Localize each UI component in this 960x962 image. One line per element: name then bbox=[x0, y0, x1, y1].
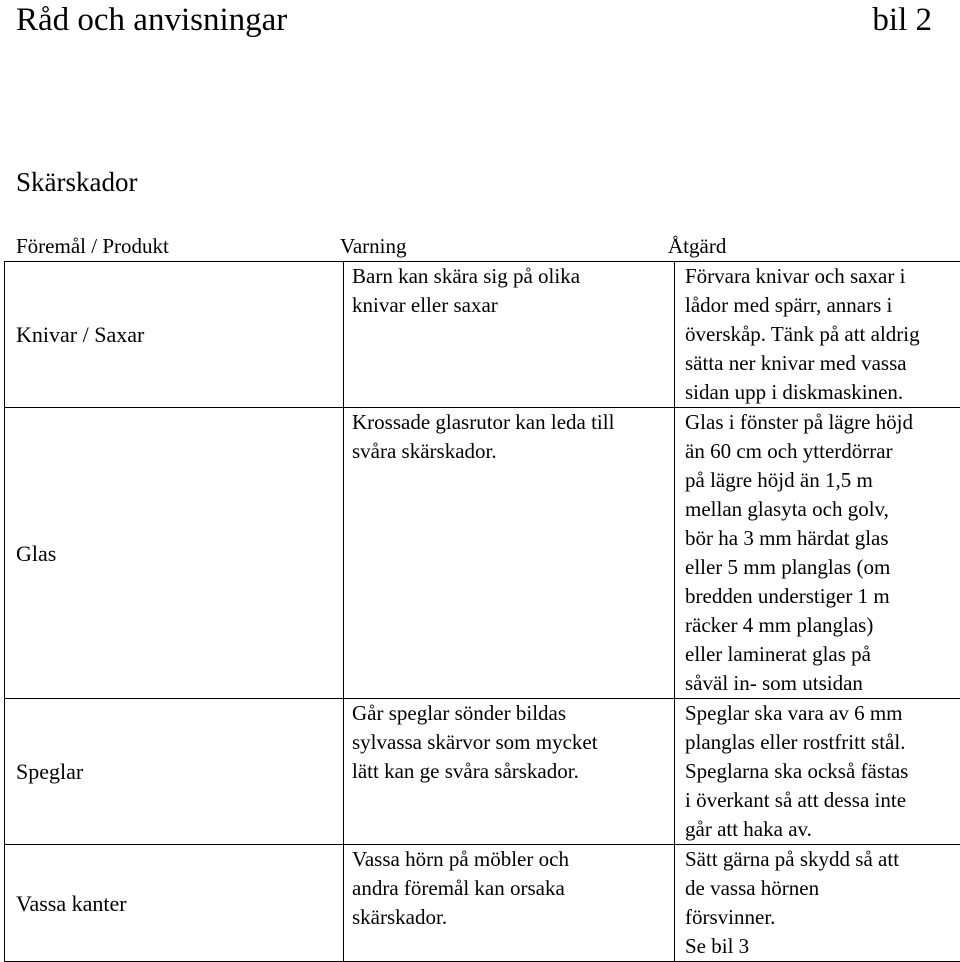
product-cell: Glas bbox=[5, 408, 344, 699]
action-line: i överkant så att dessa inte bbox=[685, 786, 960, 815]
action-line: de vassa hörnen bbox=[685, 874, 960, 903]
action-cell bbox=[675, 262, 960, 408]
action-line: Speglarna ska också fästas bbox=[685, 757, 960, 786]
action-line: bör ha 3 mm härdat glas bbox=[685, 524, 960, 553]
action-line: räcker 4 mm planglas) bbox=[685, 611, 960, 640]
page-title: Råd och anvisningar bbox=[16, 0, 287, 40]
table-row bbox=[5, 408, 960, 699]
action-cell bbox=[675, 408, 960, 699]
action-cell bbox=[675, 699, 960, 845]
section-title: Skärskador bbox=[16, 165, 137, 199]
warning-line: Vassa hörn på möbler och bbox=[352, 845, 674, 874]
action-line: såväl in- som utsidan bbox=[685, 669, 960, 698]
action-line: försvinner. bbox=[685, 903, 960, 932]
product-cell: Vassa kanter bbox=[5, 845, 344, 962]
action-line: Sätt gärna på skydd så att bbox=[685, 845, 960, 874]
column-header-warning: Varning bbox=[340, 232, 407, 260]
action-line: går att haka av. bbox=[685, 815, 960, 844]
action-line: än 60 cm och ytterdörrar bbox=[685, 437, 960, 466]
action-line: överskåp. Tänk på att aldrig bbox=[685, 320, 960, 349]
warning-line: skärskador. bbox=[352, 903, 674, 932]
product-cell: Speglar bbox=[5, 699, 344, 845]
warning-cell bbox=[344, 262, 675, 408]
action-line: lådor med spärr, annars i bbox=[685, 291, 960, 320]
warning-line: Barn kan skära sig på olika bbox=[352, 262, 674, 291]
warning-line: andra föremål kan orsaka bbox=[352, 874, 674, 903]
table-row bbox=[5, 699, 960, 845]
warning-line: svåra skärskador. bbox=[352, 437, 674, 466]
warning-cell bbox=[344, 699, 675, 845]
action-line: Se bil 3 bbox=[685, 932, 960, 961]
action-line: planglas eller rostfritt stål. bbox=[685, 728, 960, 757]
advice-table bbox=[4, 261, 960, 962]
column-header-product: Föremål / Produkt bbox=[16, 232, 169, 260]
action-line: på lägre höjd än 1,5 m bbox=[685, 466, 960, 495]
warning-line: knivar eller saxar bbox=[352, 291, 674, 320]
product-cell: Knivar / Saxar bbox=[5, 262, 344, 408]
warning-cell bbox=[344, 408, 675, 699]
action-line: eller laminerat glas på bbox=[685, 640, 960, 669]
action-line: Speglar ska vara av 6 mm bbox=[685, 699, 960, 728]
action-line: Glas i fönster på lägre höjd bbox=[685, 408, 960, 437]
warning-line: lätt kan ge svåra sårskador. bbox=[352, 757, 674, 786]
appendix-label: bil 2 bbox=[872, 0, 932, 40]
warning-line: Går speglar sönder bildas bbox=[352, 699, 674, 728]
warning-line: Krossade glasrutor kan leda till bbox=[352, 408, 674, 437]
column-headers bbox=[0, 232, 960, 260]
table-row bbox=[5, 262, 960, 408]
action-line: sidan upp i diskmaskinen. bbox=[685, 378, 960, 407]
action-line: eller 5 mm planglas (om bbox=[685, 553, 960, 582]
action-line: Förvara knivar och saxar i bbox=[685, 262, 960, 291]
warning-line: sylvassa skärvor som mycket bbox=[352, 728, 674, 757]
action-line: mellan glasyta och golv, bbox=[685, 495, 960, 524]
action-line: bredden understiger 1 m bbox=[685, 582, 960, 611]
action-line: sätta ner knivar med vassa bbox=[685, 349, 960, 378]
column-header-action: Åtgärd bbox=[668, 232, 726, 260]
